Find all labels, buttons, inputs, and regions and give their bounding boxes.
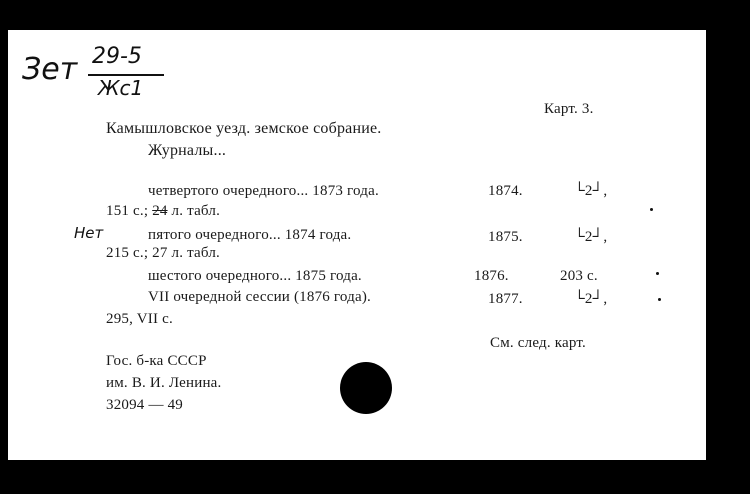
entry-2-mark: └2┘, — [574, 229, 608, 245]
entry-2-year: 1875. — [488, 229, 523, 245]
handwritten-prefix: Зет — [22, 52, 78, 87]
title-line-1: Камышловское уезд. земское собрание. — [106, 120, 382, 137]
library-line-2: им. В. И. Ленина. — [106, 375, 222, 391]
speck — [656, 272, 659, 275]
card-reference: Карт. 3. — [544, 101, 594, 117]
entry-1-cont-pre: 151 с.; — [106, 203, 153, 219]
entry-2-text: пятого очередного... 1874 года. — [148, 227, 352, 243]
entry-3-text: шестого очередного... 1875 года. — [148, 268, 362, 284]
entry-1-cont-struck: 24 — [152, 203, 168, 219]
handwritten-margin-note: Нет — [74, 224, 104, 242]
entry-2-continuation: 215 с.; 27 л. табл. — [106, 245, 221, 261]
entry-3-mark: 203 с. — [560, 268, 598, 284]
entry-1-year: 1874. — [488, 183, 523, 199]
catalog-card — [8, 30, 706, 460]
library-line-1: Гос. б-ка СССР — [106, 353, 207, 369]
entry-4-continuation: 295, VII с. — [106, 311, 173, 327]
entry-1-continuation — [106, 202, 220, 220]
title-line-2: Журналы... — [148, 142, 227, 159]
library-line-3: 32094 — 49 — [106, 397, 183, 413]
entry-1-cont-post: л. табл. — [167, 203, 221, 219]
see-next-card: См. след. карт. — [490, 335, 586, 351]
speck — [658, 298, 661, 301]
entry-4-mark: └2┘, — [574, 291, 608, 307]
entry-4-text: VII очередной сессии (1876 года). — [148, 289, 372, 305]
speck — [650, 208, 653, 211]
entry-1-mark: └2┘, — [574, 183, 608, 199]
entry-4-year: 1877. — [488, 291, 523, 307]
entry-3-year: 1876. — [474, 268, 509, 284]
card-punch-hole — [340, 362, 392, 414]
handwritten-numerator: 29-5 — [92, 44, 142, 69]
handwritten-denominator: Жс1 — [98, 76, 144, 100]
entry-1-text: четвертого очередного... 1873 года. — [148, 183, 379, 199]
